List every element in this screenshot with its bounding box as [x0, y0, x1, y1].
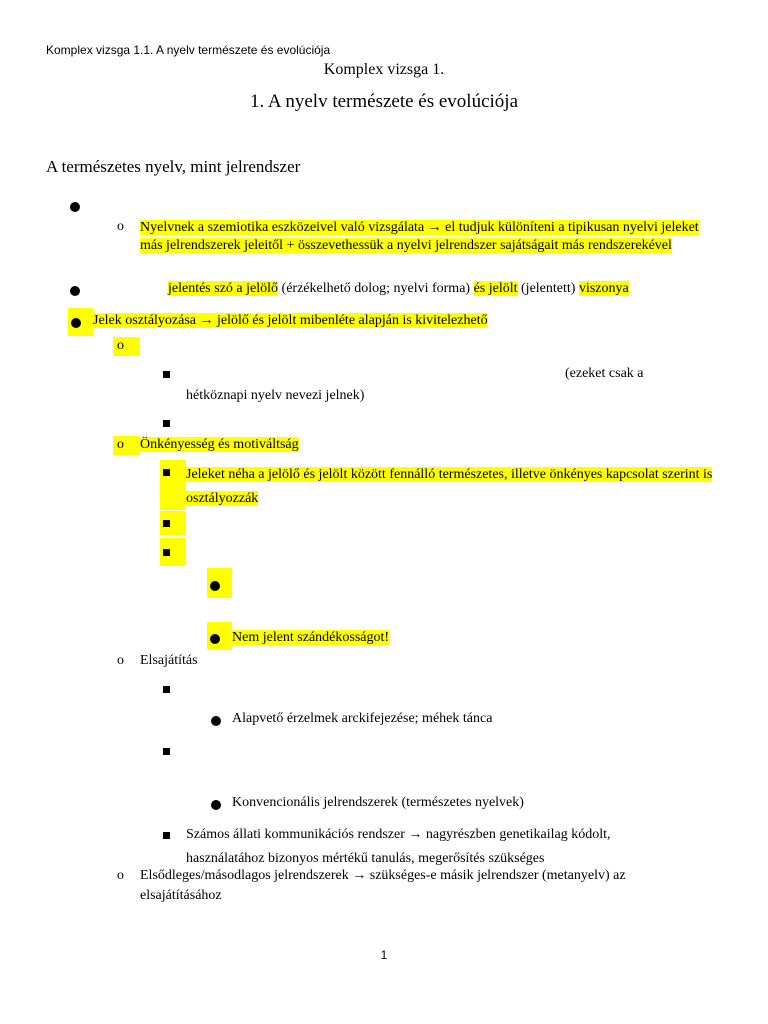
relation-signified: és jelölt [473, 281, 518, 296]
everyday-note-a: (ezeket csak a [565, 366, 644, 381]
bullet-square [163, 832, 170, 839]
arbitrariness-item [140, 437, 299, 453]
bullet-dot [70, 202, 80, 212]
bullet-dot [210, 634, 220, 644]
bullet-dot [210, 581, 220, 591]
bullet-o: o [117, 219, 124, 234]
doc-title: 1. A nyelv természete és evolúciója [249, 91, 519, 112]
primary-text-a: Elsődleges/másodlagos jelrendszerek → szükséges-e másik jelrendszer (metanyelv) az [140, 868, 626, 883]
bullet-o: o [117, 338, 124, 353]
animal-text-b: használatához bizonyos mértékű tanulás, megerősítés szükséges [186, 851, 545, 866]
bullet-square [163, 686, 170, 693]
semiotics-item [140, 219, 715, 255]
classification-text: Jelek osztályozása → jelölő és jelölt mibenléte alapján is kivitelezhető [93, 313, 488, 328]
bullet-dot [211, 716, 221, 726]
bullet-square [163, 371, 170, 378]
relation-word: viszonya [578, 281, 629, 296]
conventional-text: Konvencionális jelrendszerek (természetes nyelvek) [232, 795, 524, 810]
arbitrariness-text: Önkényesség és motiváltság [140, 437, 299, 452]
relation-signifier-note: (érzékelhető dolog; nyelvi forma) [278, 281, 474, 296]
bullet-o: o [117, 437, 124, 452]
no-intent-text: Nem jelent szándékosságot! [232, 630, 390, 645]
bullet-square [163, 549, 170, 556]
bullet-square [163, 520, 170, 527]
bullet-square [163, 420, 170, 427]
page-number: 1 [380, 948, 388, 962]
semiotics-text: Nyelvnek a szemiotika eszközeivel való vizsgálata → el tudjuk különíteni a tipikusan nyelvi jeleket más jelrendszerek jeleitől + összevethessük a nyelvi jelrendszer sajátságait más rendszerekével [140, 220, 699, 253]
classification-item [93, 313, 488, 329]
emotions-text: Alapvető érzelmek arckifejezése; méhek tánca [232, 711, 493, 726]
bullet-square [163, 469, 170, 476]
natural-arbitrary-item [186, 463, 726, 511]
no-intent-item [232, 630, 389, 646]
section-heading: A természetes nyelv, mint jelrendszer [46, 157, 301, 176]
bullet-o: o [117, 653, 124, 668]
bullet-square [163, 748, 170, 755]
acquisition-text: Elsajátítás [140, 653, 198, 668]
bullet-dot [71, 318, 81, 328]
relation-item [168, 281, 629, 297]
relation-signified-note: (jelentett) [517, 281, 579, 296]
doc-subtitle: Komplex vizsga 1. [323, 61, 445, 78]
bullet-dot [70, 286, 80, 296]
animal-text-a: Számos állati kommunikációs rendszer → nagyrészben genetikailag kódolt, [186, 827, 611, 842]
bullet-o: o [117, 868, 124, 883]
primary-text-b: elsajátításához [140, 888, 222, 903]
natural-arbitrary-text: Jeleket néha a jelölő és jelölt között fennálló természetes, illetve önkényes kapcsolat szerint is osztályozzák [186, 467, 713, 506]
running-header: Komplex vizsga 1.1. A nyelv természete és evolúciója [46, 43, 331, 57]
highlight-block [160, 460, 186, 510]
relation-signifier: jelentés szó a jelölő [168, 281, 279, 296]
bullet-dot [211, 800, 221, 810]
everyday-note-b: hétköznapi nyelv nevezi jelnek) [186, 388, 365, 403]
